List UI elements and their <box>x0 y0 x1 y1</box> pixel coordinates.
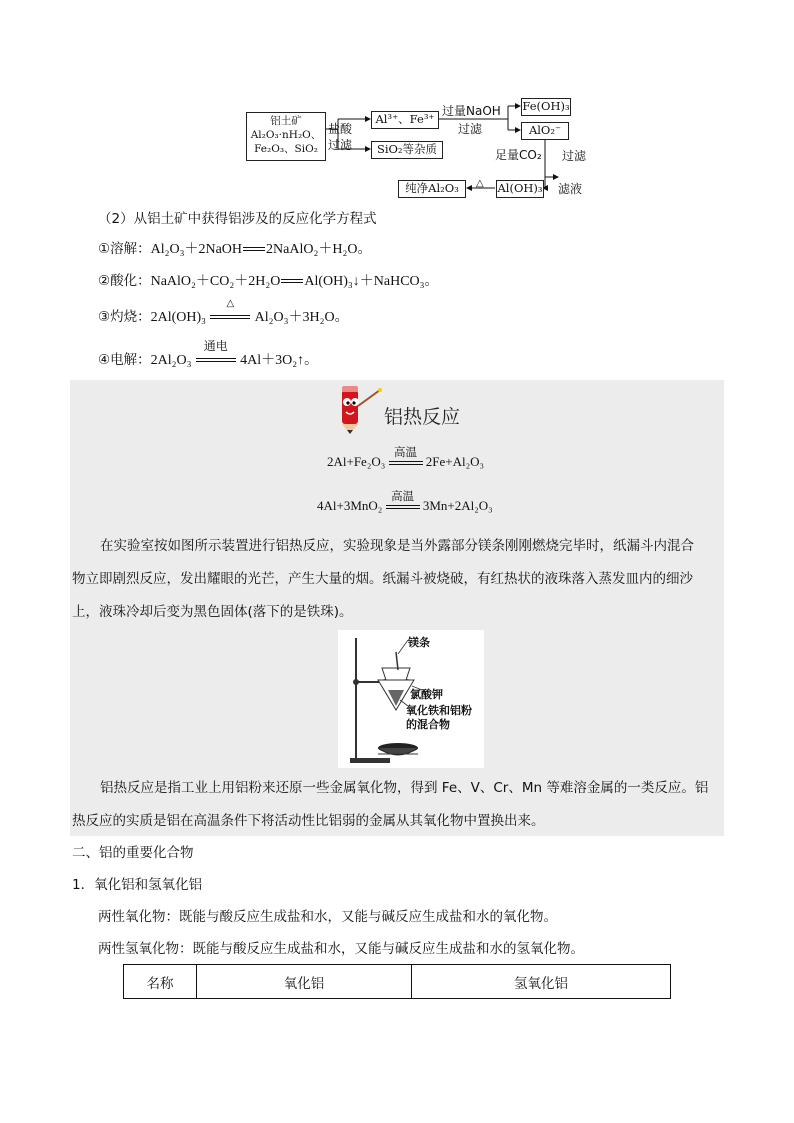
reaction-4-label: ④电解： <box>98 352 151 368</box>
reaction-1-label: ①溶解： <box>98 241 151 257</box>
thermite-eq-2 <box>317 489 493 514</box>
reaction-1 <box>98 238 371 261</box>
thermite-eq-2-bar <box>386 489 420 511</box>
section-2-sub-1: 1．氧化铝和氢氧化铝 <box>72 877 203 893</box>
impurity-box: SiO₂等杂质 <box>371 141 443 159</box>
reaction-3-condition: △ <box>226 298 235 309</box>
reaction-3-condition-bar <box>210 298 250 322</box>
step2-top-label: 过量NaOH <box>442 104 501 118</box>
thermite-eq-1-right: 2Fe+Al₂O₃ <box>425 454 485 469</box>
thermite-paragraph-1 <box>72 530 722 629</box>
ore-box <box>246 112 326 161</box>
step1-bottom-label: 过滤 <box>328 138 353 152</box>
thermite-eq-2-left: 4Al+3MnO₂ <box>317 498 383 513</box>
aloh3-box: Al(OH)₃ <box>496 180 544 198</box>
reactions-heading: （2）从铝土矿中获得铝涉及的反应化学方程式 <box>98 211 377 227</box>
thermite-eq-2-right: 3Mn+2Al₂O₃ <box>422 498 493 513</box>
thermite-eq-2-condition: 高温 <box>391 489 415 504</box>
reaction-4-equals <box>196 358 236 362</box>
label-mixture-1: 氧化铁和铝粉 <box>406 704 472 717</box>
para2-line2: 热反应的实质是铝在高温条件下将活动性比铝弱的金属从其氧化物中置换出来。 <box>72 813 545 829</box>
reaction-3-left: 2Al(OH)₃ <box>150 310 207 325</box>
thermite-eq-1-left: 2Al+Fe₂O₃ <box>327 454 386 469</box>
label-kclo3: 氯酸钾 <box>410 688 443 701</box>
reaction-3-right: Al₂O₃＋3H₂O。 <box>254 310 349 325</box>
thermite-paragraph-2 <box>72 772 722 838</box>
para1-line3: 上，液珠冷却后变为黑色固体(落下的是铁珠)。 <box>72 604 353 620</box>
pure-alumina-box: 纯净Al₂O₃ <box>398 180 466 198</box>
thermite-eq-1 <box>327 445 485 470</box>
feoh3-box: Fe(OH)₃ <box>521 98 571 116</box>
flow-diagram <box>240 92 590 204</box>
para1-line1: 在实验室按如图所示装置进行铝热反应，实验现象是当外露部分镁条刚刚燃烧完毕时，纸漏斗内混合 <box>100 538 694 554</box>
reaction-4-condition: 通电 <box>203 339 228 353</box>
reaction-1-equals <box>243 247 265 251</box>
definition-amphoteric-hydroxide: 两性氢氧化物：既能与酸反应生成盐和水，又能与碱反应生成盐和水的氢氧化物。 <box>98 941 584 957</box>
ions-box: Al³⁺、Fe³⁺ <box>371 111 439 129</box>
table-header-alumina: 氧化铝 <box>197 965 412 999</box>
reaction-4-left: 2Al₂O₃ <box>150 353 192 368</box>
reaction-4 <box>98 339 319 372</box>
table-header-aluminum-hydroxide: 氢氧化铝 <box>412 965 671 999</box>
reaction-1-left: Al₂O₃＋2NaOH <box>150 242 243 257</box>
reaction-2 <box>98 270 439 293</box>
definition-amphoteric-oxide: 两性氧化物：既能与酸反应生成盐和水，又能与碱反应生成盐和水的氧化物。 <box>98 909 557 925</box>
table-header-row <box>124 965 671 999</box>
compounds-table <box>123 964 671 999</box>
ore-line-1: 铝土矿 <box>270 115 302 127</box>
reaction-4-right: 4Al＋3O₂↑。 <box>240 353 319 368</box>
step1-top-label: 盐酸 <box>328 122 353 136</box>
pencil-mascot-icon <box>330 382 386 436</box>
filtrate-label: 滤液 <box>558 182 583 196</box>
thermite-apparatus-figure <box>338 630 484 768</box>
reaction-4-condition-bar <box>196 339 236 365</box>
thermite-eq-1-equals <box>389 461 423 465</box>
ore-line-3: Fe₂O₃、SiO₂ <box>254 143 318 155</box>
reaction-3-label: ③灼烧： <box>98 309 151 325</box>
reaction-2-right: Al(OH)₃↓＋NaHCO₃。 <box>304 274 439 289</box>
step2-bottom-label: 过滤 <box>458 122 483 136</box>
reaction-2-label: ②酸化： <box>98 273 151 289</box>
ore-line-2: Al₂O₃·nH₂O、 <box>250 129 322 141</box>
thermite-title: 铝热反应 <box>384 406 461 428</box>
para2-line1: 铝热反应是指工业上用铝粉来还原一些金属氧化物，得到 Fe、V、Cr、Mn 等难溶金属的一类反应。铝 <box>100 780 709 796</box>
reaction-3 <box>98 298 349 329</box>
table-header-name: 名称 <box>124 965 197 999</box>
thermite-eq-2-equals <box>386 505 420 509</box>
reaction-3-equals <box>210 315 250 319</box>
thermite-eq-1-condition: 高温 <box>394 445 418 460</box>
reaction-1-right: 2NaAlO₂＋H₂O。 <box>266 242 372 257</box>
section-2-title: 二、铝的重要化合物 <box>72 845 194 861</box>
heat-symbol: △ <box>476 178 484 189</box>
reaction-2-equals <box>281 279 303 283</box>
label-mg-ribbon: 镁条 <box>408 636 430 649</box>
thermite-eq-1-bar <box>389 445 423 467</box>
para1-line2: 物立即剧烈反应，发出耀眼的光芒，产生大量的烟。纸漏斗被烧破，有红热状的液珠落入蒸发皿内的细沙 <box>72 571 693 587</box>
step3-right-label: 过滤 <box>562 149 587 163</box>
step3-left-label: 足量CO₂ <box>495 148 542 162</box>
alo2-box: AlO₂⁻ <box>521 122 569 140</box>
label-mixture-2: 的混合物 <box>406 718 450 731</box>
reaction-2-left: NaAlO₂＋CO₂＋2H₂O <box>150 274 281 289</box>
